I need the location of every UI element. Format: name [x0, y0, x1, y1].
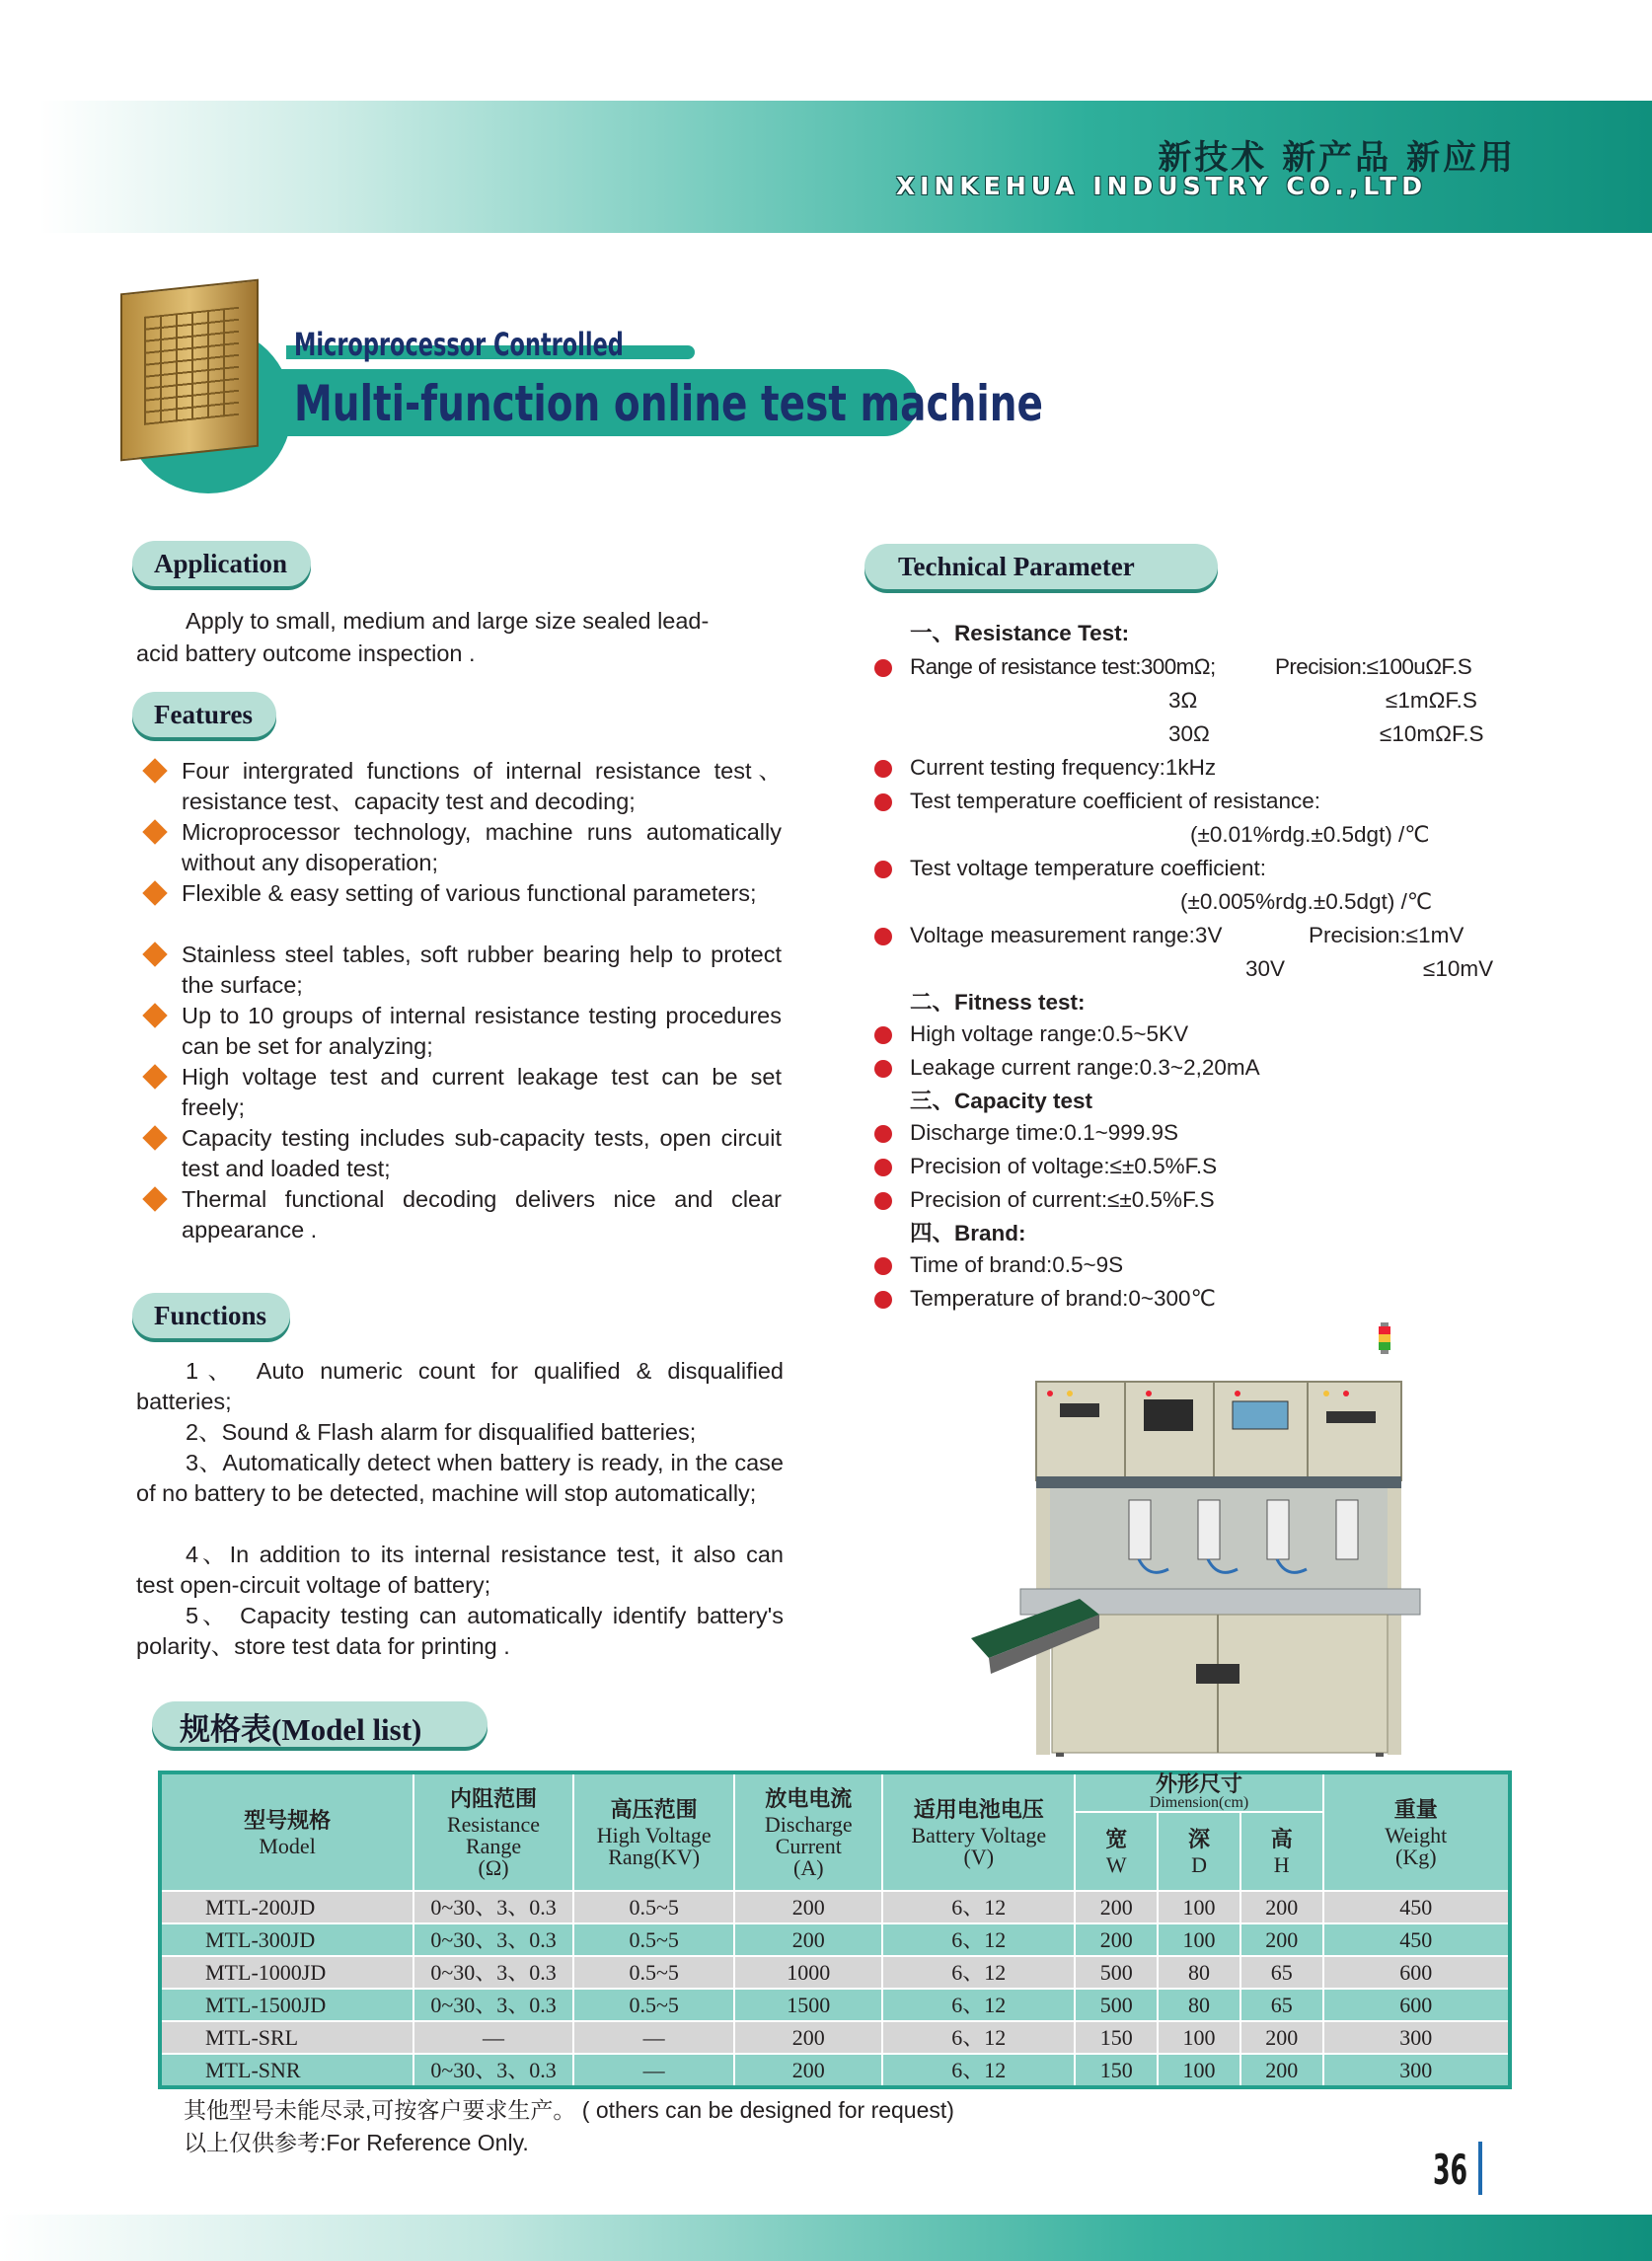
- application-line-1: Apply to small, medium and large size sealed lead-: [186, 608, 710, 634]
- resistance-precision: ≤1mΩF.S: [1386, 688, 1477, 713]
- header-discharge-current: 放电电流 Discharge Current (A): [734, 1772, 882, 1891]
- application-heading: Application: [132, 541, 311, 586]
- bullet-diamond-icon: [142, 1003, 167, 1027]
- section-fitness-test: 二、Fitness test:: [910, 990, 1086, 1015]
- table-row: MTL-SNR 0~30、3、0.3 — 200 6、12 150 100 200 300: [160, 2054, 1510, 2087]
- slogan: 新技术 新产品 新应用: [1158, 138, 1516, 178]
- brand-temperature: Temperature of brand:0~300℃: [910, 1286, 1216, 1311]
- bullet-diamond-icon: [142, 942, 167, 966]
- function-item: 3、Automatically detect when battery is ready, in the case of no battery to be detected, machine will stop automatically;: [136, 1450, 784, 1506]
- resistance-range: 30Ω: [1168, 721, 1210, 746]
- table-row: MTL-1000JD 0~30、3、0.3 0.5~5 1000 6、12 500 80 65 600: [160, 1956, 1510, 1989]
- company-name: XINKEHUA INDUSTRY CO.,LTD: [895, 172, 1427, 200]
- resistance-temp-coefficient: Test temperature coefficient of resistance:: [910, 789, 1321, 813]
- voltage-temp-coefficient-value: (±0.005%rdg.±0.5dgt) /℃: [1180, 889, 1433, 914]
- current-precision: Precision of current:≤±0.5%F.S: [910, 1187, 1215, 1212]
- header-weight: 重量 Weight (Kg): [1323, 1772, 1510, 1891]
- header-high-voltage: 高压范围 High Voltage Rang(KV): [573, 1772, 735, 1891]
- bullet-dot-icon: [874, 861, 892, 878]
- header-dimension: 外形尺寸 Dimension(cm): [1075, 1772, 1322, 1812]
- bullet-diamond-icon: [142, 1064, 167, 1089]
- resistance-range: 3Ω: [1168, 688, 1198, 713]
- function-item: 4、In addition to its internal resistance test, it also can test open-circuit voltage of battery;: [136, 1542, 784, 1598]
- header-model: 型号规格 Model: [160, 1772, 413, 1891]
- voltage-measurement-range: Voltage measurement range:3V: [910, 923, 1223, 947]
- bullet-diamond-icon: [142, 758, 167, 783]
- function-item: 1、 Auto numeric count for qualified & disqualified batteries;: [136, 1358, 784, 1414]
- high-voltage-range: High voltage range:0.5~5KV: [910, 1021, 1189, 1046]
- functions-heading: Functions: [132, 1293, 290, 1338]
- bullet-dot-icon: [874, 1060, 892, 1078]
- bullet-dot-icon: [874, 1159, 892, 1176]
- product-title: Multi-function online test machine: [294, 375, 1043, 432]
- header-depth: 深 D: [1158, 1812, 1240, 1891]
- footnote-reference: 以上仅供参考:For Reference Only.: [184, 2130, 529, 2155]
- table-row: MTL-200JD 0~30、3、0.3 0.5~5 200 6、12 200 100 200 450: [160, 1891, 1510, 1923]
- bullet-dot-icon: [874, 928, 892, 945]
- page-number-bar: [1478, 2142, 1482, 2195]
- voltage-measurement-precision: Precision:≤1mV: [1309, 923, 1464, 947]
- bullet-diamond-icon: [142, 1186, 167, 1211]
- table-row: MTL-SRL — — 200 6、12 150 100 200 300: [160, 2021, 1510, 2054]
- bullet-dot-icon: [874, 760, 892, 778]
- bullet-diamond-icon: [142, 1125, 167, 1150]
- resistance-precision: Precision:≤100uΩF.S: [1275, 654, 1472, 679]
- discharge-time: Discharge time:0.1~999.9S: [910, 1120, 1179, 1145]
- voltage-measurement-range: 30V: [1245, 956, 1286, 981]
- section-brand: 四、Brand:: [910, 1221, 1026, 1245]
- product-subtitle: Microprocessor Controlled: [294, 326, 624, 363]
- feature-item: Microprocessor technology, machine runs automatically without any disoperation;: [182, 819, 782, 875]
- bullet-dot-icon: [874, 1192, 892, 1210]
- technical-parameter-heading: Technical Parameter: [864, 544, 1218, 589]
- resistance-temp-coefficient-value: (±0.01%rdg.±0.5dgt) /℃: [1190, 822, 1430, 847]
- header-battery-voltage: 适用电池电压 Battery Voltage (V): [882, 1772, 1075, 1891]
- bullet-dot-icon: [874, 659, 892, 677]
- voltage-precision: Precision of voltage:≤±0.5%F.S: [910, 1154, 1218, 1178]
- feature-item: Thermal functional decoding delivers nice and clear appearance .: [182, 1186, 782, 1243]
- header-resistance-range: 内阻范围 Resistance Range (Ω): [413, 1772, 573, 1891]
- bullet-dot-icon: [874, 793, 892, 811]
- test-machine-photo: [971, 1322, 1425, 1757]
- table-row: MTL-300JD 0~30、3、0.3 0.5~5 200 6、12 200 100 200 450: [160, 1923, 1510, 1956]
- voltage-temp-coefficient: Test voltage temperature coefficient:: [910, 856, 1267, 880]
- application-line-2: acid battery outcome inspection .: [136, 641, 476, 666]
- feature-item: Four intergrated functions of internal resistance test、resistance test、capacity test and decoding;: [182, 758, 782, 814]
- feature-item: Up to 10 groups of internal resistance testing procedures can be set for analyzing;: [182, 1003, 782, 1059]
- cabinet-illustration: [120, 279, 259, 462]
- section-capacity-test: 三、Capacity test: [910, 1089, 1093, 1113]
- bullet-diamond-icon: [142, 819, 167, 844]
- function-item: 2、Sound & Flash alarm for disqualified batteries;: [186, 1419, 697, 1445]
- brand-time: Time of brand:0.5~9S: [910, 1252, 1124, 1277]
- resistance-precision: ≤10mΩF.S: [1380, 721, 1484, 746]
- feature-item: Stainless steel tables, soft rubber bearing help to protect the surface;: [182, 942, 782, 998]
- current-frequency: Current testing frequency:1kHz: [910, 755, 1217, 780]
- table-row: MTL-1500JD 0~30、3、0.3 0.5~5 1500 6、12 500 80 65 600: [160, 1989, 1510, 2021]
- footer-band: [0, 2215, 1652, 2261]
- bullet-dot-icon: [874, 1257, 892, 1275]
- features-heading: Features: [132, 692, 276, 737]
- model-spec-table: [158, 1771, 1512, 2089]
- bullet-diamond-icon: [142, 880, 167, 905]
- header-height: 高 H: [1240, 1812, 1323, 1891]
- bullet-dot-icon: [874, 1291, 892, 1309]
- voltage-measurement-precision: ≤10mV: [1423, 956, 1494, 981]
- bullet-dot-icon: [874, 1026, 892, 1044]
- bullet-dot-icon: [874, 1125, 892, 1143]
- function-item: 5、 Capacity testing can automatically identify battery's polarity、store test data for printing .: [136, 1603, 784, 1659]
- feature-item: Capacity testing includes sub-capacity tests, open circuit test and loaded test;: [182, 1125, 782, 1181]
- leakage-current-range: Leakage current range:0.3~2,20mA: [910, 1055, 1260, 1080]
- feature-item: Flexible & easy setting of various functional parameters;: [182, 880, 757, 906]
- model-list-heading: 规格表(Model list): [180, 1712, 422, 1747]
- header-width: 宽 W: [1075, 1812, 1158, 1891]
- section-resistance-test: 一、Resistance Test:: [910, 621, 1130, 645]
- page-number: 36: [1433, 2146, 1468, 2194]
- resistance-range: Range of resistance test:300mΩ;: [910, 654, 1216, 679]
- footnote-custom-models: 其他型号未能尽录,可按客户要求生产。 ( others can be designed for request): [184, 2097, 954, 2123]
- feature-item: High voltage test and current leakage test can be set freely;: [182, 1064, 782, 1120]
